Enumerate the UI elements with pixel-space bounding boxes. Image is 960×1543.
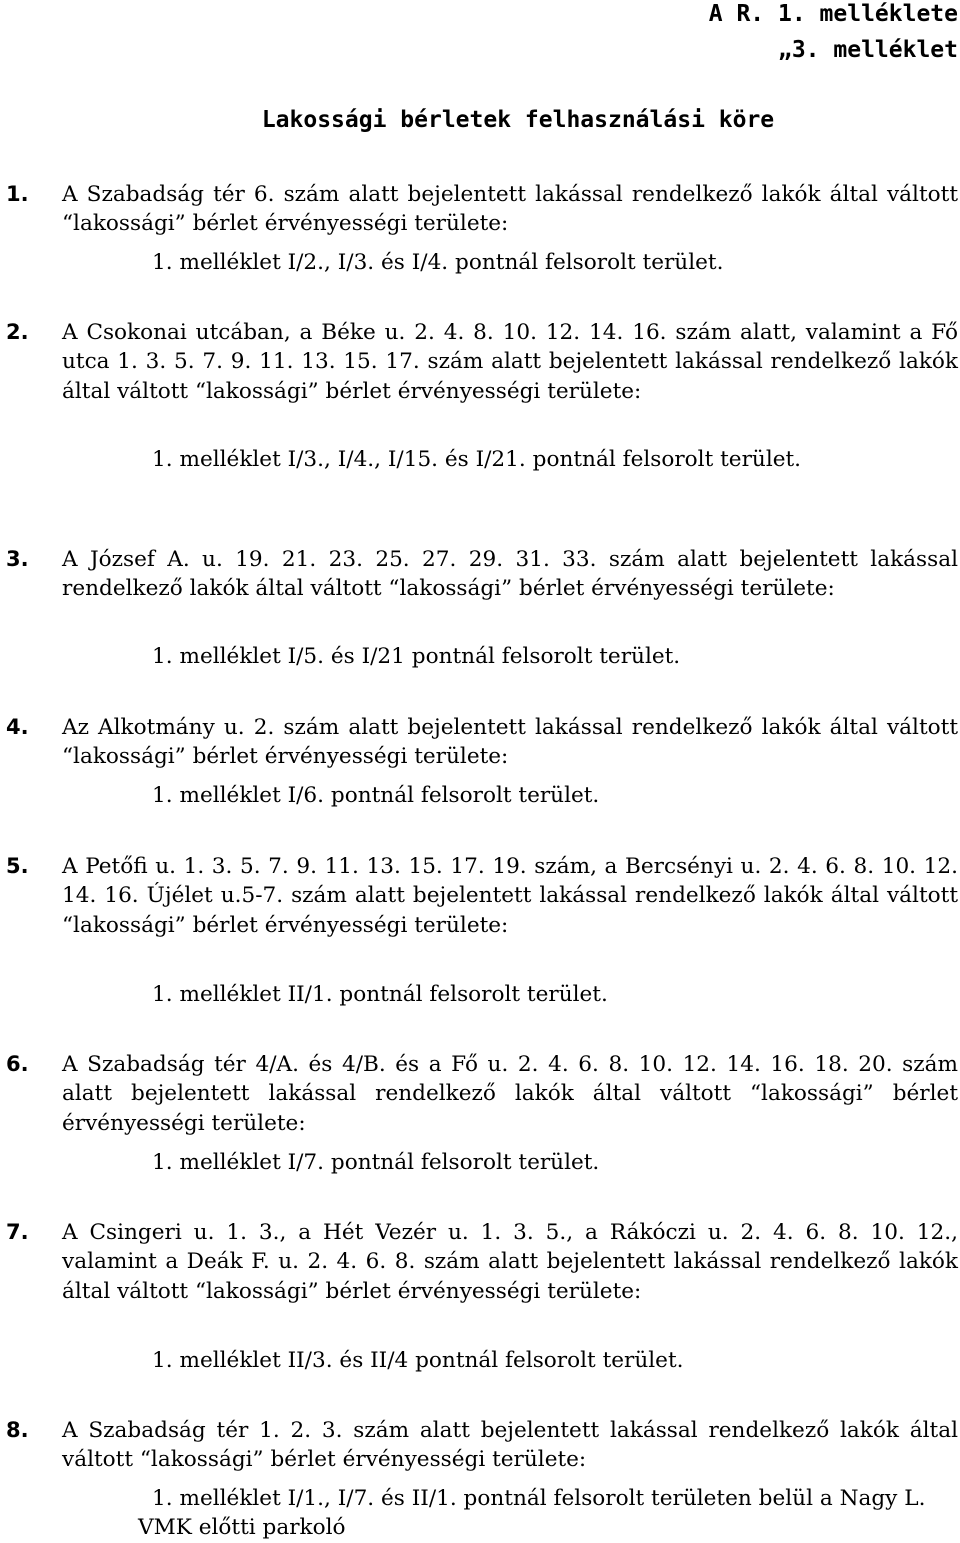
- section-reference: 1. melléklet II/3. és II/4 pontnál felsorolt terület.: [152, 1348, 684, 1373]
- section-number: 6.: [6, 1052, 29, 1076]
- section-reference: 1. melléklet I/6. pontnál felsorolt terület.: [152, 783, 600, 808]
- section-text: A Petőfi u. 1. 3. 5. 7. 9. 11. 13. 15. 17. 19. szám, a Bercsényi u. 2. 4. 6. 8. 10. 12. 14. 16. Újélet u.5-7. szám alatt bejelentett lakással rendelkező lakók által váltott “lakossági” bérlet érvényességi területe:: [62, 854, 958, 938]
- section-number: 1.: [6, 182, 29, 206]
- section-text: A Szabadság tér 4/A. és 4/B. és a Fő u. 2. 4. 6. 8. 10. 12. 14. 16. 18. 20. szám alatt bejelentett lakással rendelkező lakók által váltott “lakossági” bérlet érvényességi területe:: [62, 1052, 958, 1136]
- section-reference: 1. melléklet I/1., I/7. és II/1. pontnál felsorolt területen belül a Nagy L. VMK előtti parkoló: [138, 1486, 926, 1541]
- section-number: 2.: [6, 320, 29, 344]
- section-number: 3.: [6, 547, 29, 571]
- annex-number: „3. melléklet: [777, 37, 958, 63]
- section-reference: 1. melléklet I/5. és I/21 pontnál felsorolt terület.: [152, 644, 681, 669]
- section-text: A Szabadság tér 6. szám alatt bejelentett lakással rendelkező lakók által váltott “lakossági” bérlet érvényességi területe:: [62, 182, 958, 237]
- section-reference: 1. melléklet I/3., I/4., I/15. és I/21. pontnál felsorolt terület.: [152, 447, 802, 472]
- section-text: A Csokonai utcában, a Béke u. 2. 4. 8. 10. 12. 14. 16. szám alatt, valamint a Fő utca 1. 3. 5. 7. 9. 11. 13. 15. 17. szám alatt bejelentett lakással rendelkező lakók által váltott “lakossági” bérlet érvényességi területe:: [62, 320, 958, 404]
- annex-reference: A R. 1. melléklete: [708, 1, 958, 27]
- section-number: 5.: [6, 854, 29, 878]
- section-reference: 1. melléklet I/2., I/3. és I/4. pontnál felsorolt terület.: [152, 250, 724, 275]
- section-text: A József A. u. 19. 21. 23. 25. 27. 29. 31. 33. szám alatt bejelentett lakással rendelkező lakók által váltott “lakossági” bérlet érvényességi területe:: [62, 547, 958, 602]
- section-text: A Szabadság tér 1. 2. 3. szám alatt bejelentett lakással rendelkező lakók által váltott “lakossági” bérlet érvényességi területe:: [62, 1418, 958, 1473]
- section-number: 7.: [6, 1220, 29, 1244]
- section-number: 4.: [6, 715, 29, 739]
- document-title: Lakossági bérletek felhasználási köre: [261, 107, 775, 133]
- section-reference: 1. melléklet I/7. pontnál felsorolt terület.: [152, 1150, 600, 1175]
- section-text: A Csingeri u. 1. 3., a Hét Vezér u. 1. 3. 5., a Rákóczi u. 2. 4. 6. 8. 10. 12., valamint a Deák F. u. 2. 4. 6. 8. szám alatt bejelentett lakással rendelkező lakók által váltott “lakossági” bérlet érvényességi területe:: [62, 1220, 958, 1304]
- section-text: Az Alkotmány u. 2. szám alatt bejelentett lakással rendelkező lakók által váltott “lakossági” bérlet érvényességi területe:: [62, 715, 958, 770]
- section-number: 8.: [6, 1418, 29, 1442]
- section-reference: 1. melléklet II/1. pontnál felsorolt terület.: [152, 982, 608, 1007]
